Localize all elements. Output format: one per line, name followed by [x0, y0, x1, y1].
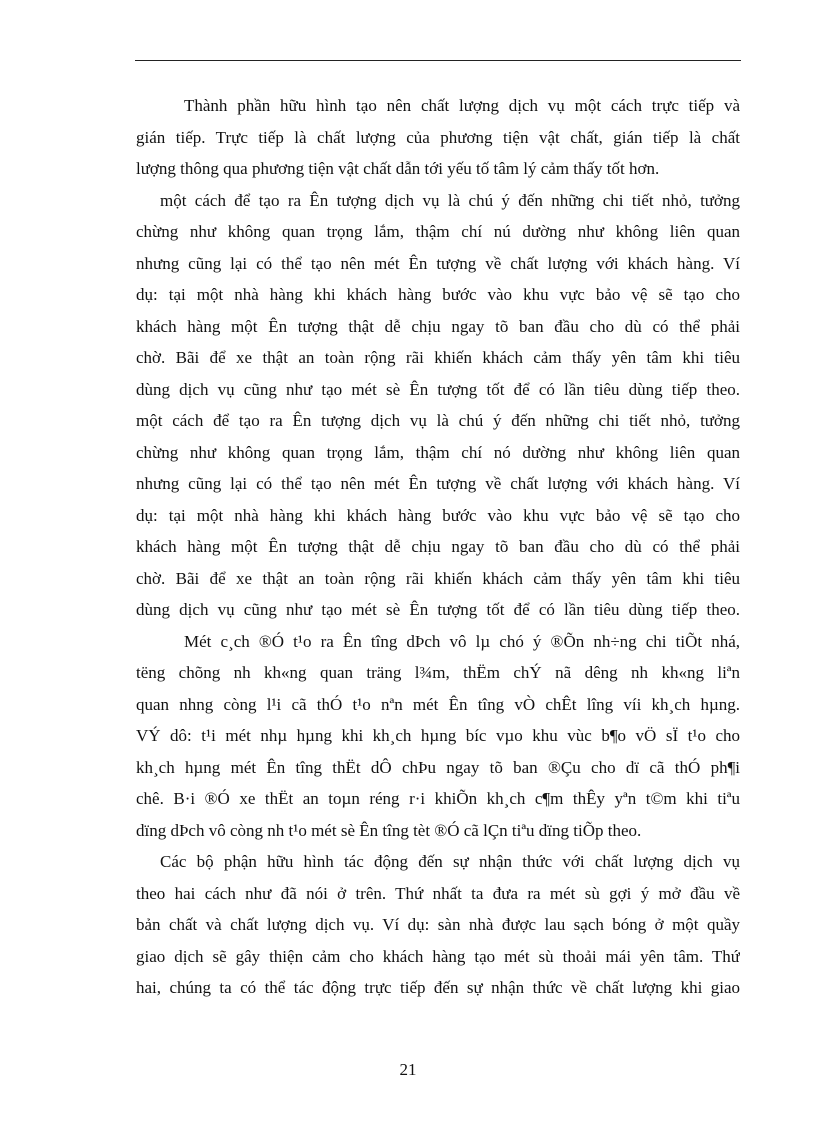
paragraph-3-line-3: nhưng cũng lại có thể tạo nên mét Ên tượng về chất lượng với khách hàng. Ví [136, 474, 740, 493]
paragraph-5-line-5: hai, chúng ta có thể tác động trực tiếp đến sự nhận thức về chất lượng khi giao [136, 978, 740, 997]
paragraph-3-line-5: khách hàng một Ên tượng thật dễ chịu ngay tõ ban đầu cho dù có thể phải [136, 537, 740, 556]
paragraph-3-line-7: dùng dịch vụ cũng như tạo mét sè Ên tượng tốt để có lần tiêu dùng tiếp theo. [136, 600, 740, 619]
paragraph-5-line-1: Các bộ phận hữu hình tác động đến sự nhận thức với chất lượng dịch vụ [160, 852, 740, 871]
paragraph-4-line-7: dïng dÞch vô còng nh t¹o mét sè Ên tîng tèt ®Ó cã lÇn tiªu dïng tiÕp theo. [136, 820, 642, 840]
paragraph-2-line-5: khách hàng một Ên tượng thật dễ chịu ngay tõ ban đầu cho dù có thể phải [136, 316, 740, 336]
paragraph-2-line-6: chờ. Bãi để xe thật an toàn rộng rãi khiến khách cảm thấy yên tâm khi tiêu [136, 348, 740, 367]
paragraph-2-line-2: chừng như không quan trọng lắm, thậm chí nú dường như không liên quan [136, 222, 740, 241]
paragraph-4-line-4: VÝ dô: t¹i mét nhµ hµng khi kh¸ch hµng bíc vµo khu vùc b¶o vÖ sÏ t¹o cho [136, 726, 740, 745]
paragraph-1-line-1: Thành phần hữu hình tạo nên chất lượng dịch vụ một cách trực tiếp và [184, 96, 740, 115]
paragraph-4-line-3: quan nhng còng l¹i cã thÓ t¹o nªn mét Ên tîng vÒ chÊt lîng víi kh¸ch hµng. [136, 694, 740, 714]
paragraph-2-line-4: dụ: tại một nhà hàng khi khách hàng bước vào khu vực bảo vệ sẽ tạo cho [136, 285, 740, 304]
paragraph-3-line-4: dụ: tại một nhà hàng khi khách hàng bước vào khu vực bảo vệ sẽ tạo cho [136, 505, 740, 525]
paragraph-4-line-6: chê. B·i ®Ó xe thËt an toµn réng r·i khiÕn kh¸ch c¶m thÊy yªn t©m khi tiªu [136, 789, 740, 808]
paragraph-4-line-1: Mét c¸ch ®Ó t¹o ra Ên tîng dÞch vô lµ chó ý ®Õn nh÷ng chi tiÕt nhá, [184, 631, 740, 651]
paragraph-3-line-6: chờ. Bãi để xe thật an toàn rộng rãi khiến khách cảm thấy yên tâm khi tiêu [136, 568, 740, 588]
paragraph-3-line-2: chừng như không quan trọng lắm, thậm chí nó dường như không liên quan [136, 442, 740, 462]
paragraph-2-line-7: dùng dịch vụ cũng như tạo mét sè Ên tượng tốt để có lần tiêu dùng tiếp theo. [136, 379, 740, 399]
paragraph-5-line-4: giao dịch sẽ gây thiện cảm cho khách hàng tạo mét sù thoải mái yên tâm. Thứ [136, 946, 740, 966]
header-rule [135, 60, 741, 61]
paragraph-2-line-3: nhưng cũng lại có thể tạo nên mét Ên tượng về chất lượng với khách hàng. Ví [136, 253, 740, 273]
paragraph-2-line-1: một cách để tạo ra Ên tượng dịch vụ là chú ý đến những chi tiết nhỏ, tưởng [160, 190, 740, 210]
paragraph-4-line-5: kh¸ch hµng mét Ên tîng thËt dÔ chÞu ngay tõ ban ®Çu cho dï cã thÓ ph¶i [136, 757, 740, 777]
paragraph-3-line-1: một cách để tạo ra Ên tượng dịch vụ là chú ý đến những chi tiết nhỏ, tưởng [136, 411, 740, 430]
paragraph-4-line-2: tëng chõng nh kh«ng quan träng l¾m, thËm chÝ nã dêng nh kh«ng liªn [136, 663, 740, 682]
paragraph-5-line-3: bản chất và chất lượng dịch vụ. Ví dụ: sàn nhà được lau sạch bóng ở một quầy [136, 915, 740, 934]
body-text [136, 90, 740, 1004]
paragraph-1-line-3: lượng thông qua phương tiện vật chất dẫn tới yếu tố tâm lý cảm thấy tốt hơn. [136, 159, 660, 178]
page-number: 21 [399, 1060, 417, 1079]
paragraph-5-line-2: theo hai cách như đã nói ở trên. Thứ nhất ta đưa ra mét sù gợi ý mở đầu về [136, 883, 740, 903]
paragraph-1-line-2: gián tiếp. Trực tiếp là chất lượng của phương tiện vật chất, gián tiếp là chất [136, 127, 740, 147]
